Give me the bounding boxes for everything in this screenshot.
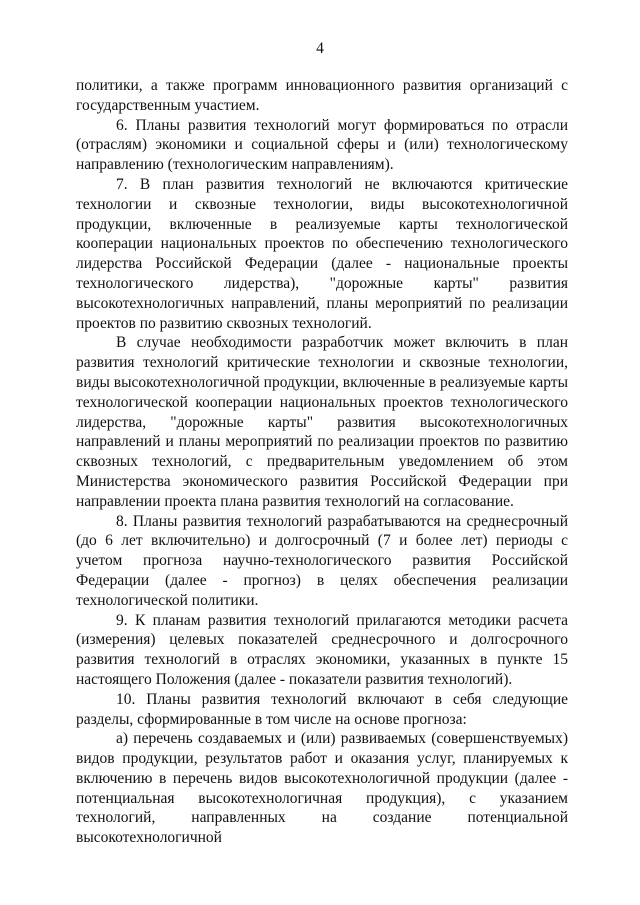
paragraph-item-7: 7. В план развития технологий не включаются критические технологии и сквозные технологии, виды высокотехнологичной продукции, включенные в реализуемые карты технологической кооперации национальных проектов по обеспечению технологического лидерства Российской Федерации (далее - национальные проекты технологического лидерства), "дорожные карты" развития высокотехнологичных направлений, планы мероприятий по реализации проектов по развитию сквозных технологий. xyxy=(76,175,568,332)
document-body xyxy=(76,76,568,848)
paragraph-item-6: 6. Планы развития технологий могут формироваться по отрасли (отраслям) экономики и социальной сферы и (или) технологическому направлению (технологическим направлениям). xyxy=(76,116,568,174)
paragraph-subitem-a: а) перечень создаваемых и (или) развиваемых (совершенствуемых) видов продукции, результатов работ и оказания услуг, планируемых к включению в перечень видов высокотехнологичной продукции (далее - потенциальная высокотехнологичная продукция), с указанием технологий, направленных на создание потенциальной высокотехнологичной xyxy=(76,730,568,847)
paragraph-item-7-addendum: В случае необходимости разработчик может включить в план развития технологий критические технологии и сквозные технологии, виды высокотехнологичной продукции, включенные в реализуемые карты технологической кооперации национальных проектов технологического лидерства, "дорожные карты" развития высокотехнологичных направлений и планы мероприятий по реализации проектов по развитию сквозных технологий, с предварительным уведомлением об этом Министерства экономического развития Российской Федерации при направлении проекта плана развития технологий на согласование. xyxy=(76,334,568,510)
paragraph-item-10: 10. Планы развития технологий включают в себя следующие разделы, сформированные в том числе на основе прогноза: xyxy=(76,690,568,728)
page-number: 4 xyxy=(316,40,324,57)
paragraph-item-8: 8. Планы развития технологий разрабатываются на среднесрочный (до 6 лет включительно) и долгосрочный (7 и более лет) периоды с учетом прогноза научно-технологического развития Российской Федерации (далее - прогноз) в целях обеспечения реализации технологической политики. xyxy=(76,512,568,609)
paragraph-item-9: 9. К планам развития технологий прилагаются методики расчета (измерения) целевых показателей среднесрочного и долгосрочного развития технологий в отраслях экономики, указанных в пункте 15 настоящего Положения (далее - показатели развития технологий). xyxy=(76,611,568,688)
paragraph-continuation: политики, а также программ инновационного развития организаций с государственным участием. xyxy=(76,77,568,114)
